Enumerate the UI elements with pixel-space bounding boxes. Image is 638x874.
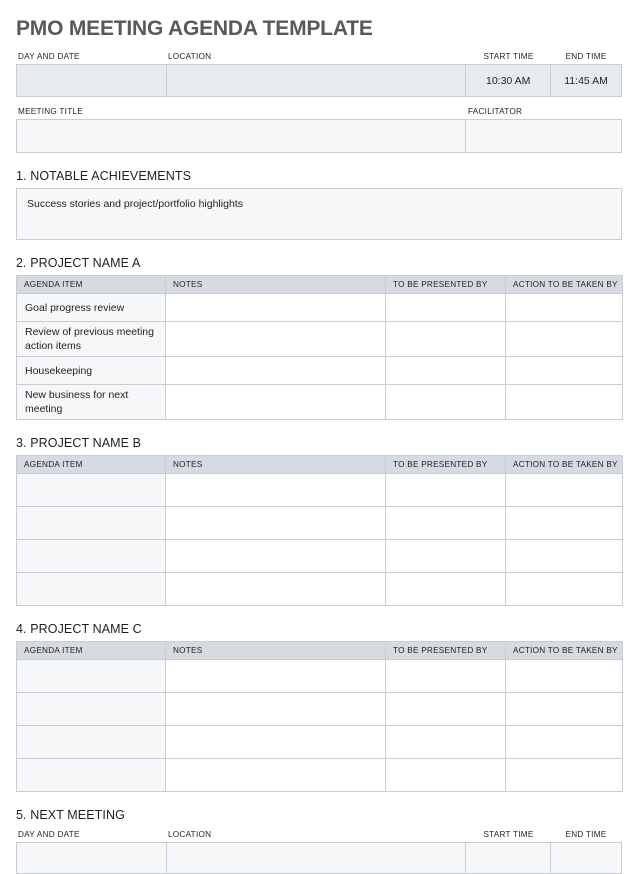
cell-presented-by[interactable] bbox=[386, 540, 506, 573]
cell-action-by[interactable] bbox=[506, 322, 623, 357]
cell-presented-by[interactable] bbox=[386, 357, 506, 385]
meeting-title-field[interactable] bbox=[17, 120, 466, 152]
agenda-table-project-b bbox=[16, 455, 623, 606]
column-header-notes: NOTES bbox=[166, 456, 386, 474]
agenda-table-project-a bbox=[16, 275, 623, 420]
table-row bbox=[17, 660, 623, 693]
meeting-info-labels bbox=[16, 51, 622, 64]
cell-presented-by[interactable] bbox=[386, 322, 506, 357]
cell-action-by[interactable] bbox=[506, 507, 623, 540]
cell-notes[interactable] bbox=[166, 693, 386, 726]
cell-notes[interactable] bbox=[166, 660, 386, 693]
next-meeting-labels bbox=[16, 829, 622, 842]
column-header-presented-by: TO BE PRESENTED BY bbox=[386, 642, 506, 660]
cell-presented-by[interactable] bbox=[386, 726, 506, 759]
column-header-action-by: ACTION TO BE TAKEN BY bbox=[506, 456, 623, 474]
next-meeting-row bbox=[16, 842, 622, 874]
cell-presented-by[interactable] bbox=[386, 573, 506, 606]
end-time-field[interactable]: 11:45 AM bbox=[551, 65, 621, 96]
cell-notes[interactable] bbox=[166, 474, 386, 507]
cell-notes[interactable] bbox=[166, 322, 386, 357]
table-row bbox=[17, 573, 623, 606]
cell-notes[interactable] bbox=[166, 573, 386, 606]
label-location: LOCATION bbox=[168, 52, 212, 61]
column-header-action-by: ACTION TO BE TAKEN BY bbox=[506, 276, 623, 294]
cell-notes[interactable] bbox=[166, 385, 386, 420]
cell-agenda-item[interactable] bbox=[17, 474, 166, 507]
cell-action-by[interactable] bbox=[506, 726, 623, 759]
cell-presented-by[interactable] bbox=[386, 759, 506, 792]
cell-presented-by[interactable] bbox=[386, 385, 506, 420]
cell-agenda-item[interactable] bbox=[17, 507, 166, 540]
table-header-row bbox=[17, 642, 623, 660]
label-start-time: START TIME bbox=[483, 52, 534, 61]
section-heading-notable-achievements: 1. NOTABLE ACHIEVEMENTS bbox=[16, 169, 192, 183]
cell-action-by[interactable] bbox=[506, 540, 623, 573]
cell-action-by[interactable] bbox=[506, 357, 623, 385]
label-next-day-and-date: DAY AND DATE bbox=[18, 830, 80, 839]
facilitator-field[interactable] bbox=[466, 120, 621, 152]
column-header-agenda-item: AGENDA ITEM bbox=[17, 276, 166, 294]
cell-agenda-item[interactable] bbox=[17, 759, 166, 792]
table-row bbox=[17, 385, 623, 420]
label-end-time: END TIME bbox=[565, 52, 607, 61]
cell-agenda-item[interactable] bbox=[17, 693, 166, 726]
table-row bbox=[17, 693, 623, 726]
cell-action-by[interactable] bbox=[506, 294, 623, 322]
location-field[interactable] bbox=[167, 65, 467, 96]
table-row bbox=[17, 294, 623, 322]
section-heading-project-b: 3. PROJECT NAME B bbox=[16, 436, 142, 450]
column-header-agenda-item: AGENDA ITEM bbox=[17, 642, 166, 660]
table-row bbox=[17, 759, 623, 792]
label-meeting-title: MEETING TITLE bbox=[18, 107, 83, 116]
cell-agenda-item[interactable] bbox=[17, 573, 166, 606]
label-next-end-time: END TIME bbox=[565, 830, 607, 839]
cell-agenda-item[interactable]: New business for next meeting bbox=[17, 385, 166, 420]
cell-action-by[interactable] bbox=[506, 474, 623, 507]
agenda-page bbox=[0, 15, 638, 842]
cell-agenda-item[interactable] bbox=[17, 540, 166, 573]
table-row bbox=[17, 507, 623, 540]
cell-notes[interactable] bbox=[166, 726, 386, 759]
label-day-and-date: DAY AND DATE bbox=[18, 52, 80, 61]
column-header-presented-by: TO BE PRESENTED BY bbox=[386, 276, 506, 294]
cell-action-by[interactable] bbox=[506, 385, 623, 420]
agenda-table-project-c bbox=[16, 641, 623, 792]
cell-presented-by[interactable] bbox=[386, 507, 506, 540]
column-header-agenda-item: AGENDA ITEM bbox=[17, 456, 166, 474]
next-start-time-field[interactable] bbox=[466, 843, 551, 873]
table-row bbox=[17, 357, 623, 385]
cell-presented-by[interactable] bbox=[386, 474, 506, 507]
cell-agenda-item[interactable] bbox=[17, 726, 166, 759]
table-header-row bbox=[17, 456, 623, 474]
notable-achievements-field[interactable]: Success stories and project/portfolio highlights bbox=[16, 188, 622, 240]
table-row bbox=[17, 726, 623, 759]
label-next-start-time: START TIME bbox=[483, 830, 534, 839]
cell-action-by[interactable] bbox=[506, 693, 623, 726]
meeting-title-row bbox=[16, 119, 622, 153]
start-time-field[interactable]: 10:30 AM bbox=[466, 65, 551, 96]
meeting-info-row bbox=[16, 64, 622, 97]
next-end-time-field[interactable] bbox=[551, 843, 621, 873]
cell-agenda-item[interactable]: Review of previous meeting action items bbox=[17, 322, 166, 357]
cell-agenda-item[interactable]: Housekeeping bbox=[17, 357, 166, 385]
cell-notes[interactable] bbox=[166, 759, 386, 792]
cell-action-by[interactable] bbox=[506, 573, 623, 606]
next-day-and-date-field[interactable] bbox=[17, 843, 167, 873]
table-row bbox=[17, 322, 623, 357]
cell-action-by[interactable] bbox=[506, 759, 623, 792]
label-next-location: LOCATION bbox=[168, 830, 212, 839]
column-header-notes: NOTES bbox=[166, 276, 386, 294]
cell-presented-by[interactable] bbox=[386, 660, 506, 693]
cell-notes[interactable] bbox=[166, 294, 386, 322]
section-heading-project-a: 2. PROJECT NAME A bbox=[16, 256, 141, 270]
cell-agenda-item[interactable] bbox=[17, 660, 166, 693]
cell-agenda-item[interactable]: Goal progress review bbox=[17, 294, 166, 322]
section-heading-next-meeting: 5. NEXT MEETING bbox=[16, 808, 125, 822]
cell-presented-by[interactable] bbox=[386, 294, 506, 322]
meeting-title-labels bbox=[16, 106, 622, 119]
day-and-date-field[interactable] bbox=[17, 65, 167, 96]
cell-presented-by[interactable] bbox=[386, 693, 506, 726]
next-location-field[interactable] bbox=[167, 843, 467, 873]
table-row bbox=[17, 540, 623, 573]
section-heading-project-c: 4. PROJECT NAME C bbox=[16, 622, 142, 636]
table-header-row bbox=[17, 276, 623, 294]
column-header-presented-by: TO BE PRESENTED BY bbox=[386, 456, 506, 474]
cell-action-by[interactable] bbox=[506, 660, 623, 693]
table-row bbox=[17, 474, 623, 507]
cell-notes[interactable] bbox=[166, 357, 386, 385]
column-header-notes: NOTES bbox=[166, 642, 386, 660]
label-facilitator: FACILITATOR bbox=[468, 107, 523, 116]
cell-notes[interactable] bbox=[166, 540, 386, 573]
page-title: PMO MEETING AGENDA TEMPLATE bbox=[16, 17, 373, 40]
cell-notes[interactable] bbox=[166, 507, 386, 540]
column-header-action-by: ACTION TO BE TAKEN BY bbox=[506, 642, 623, 660]
